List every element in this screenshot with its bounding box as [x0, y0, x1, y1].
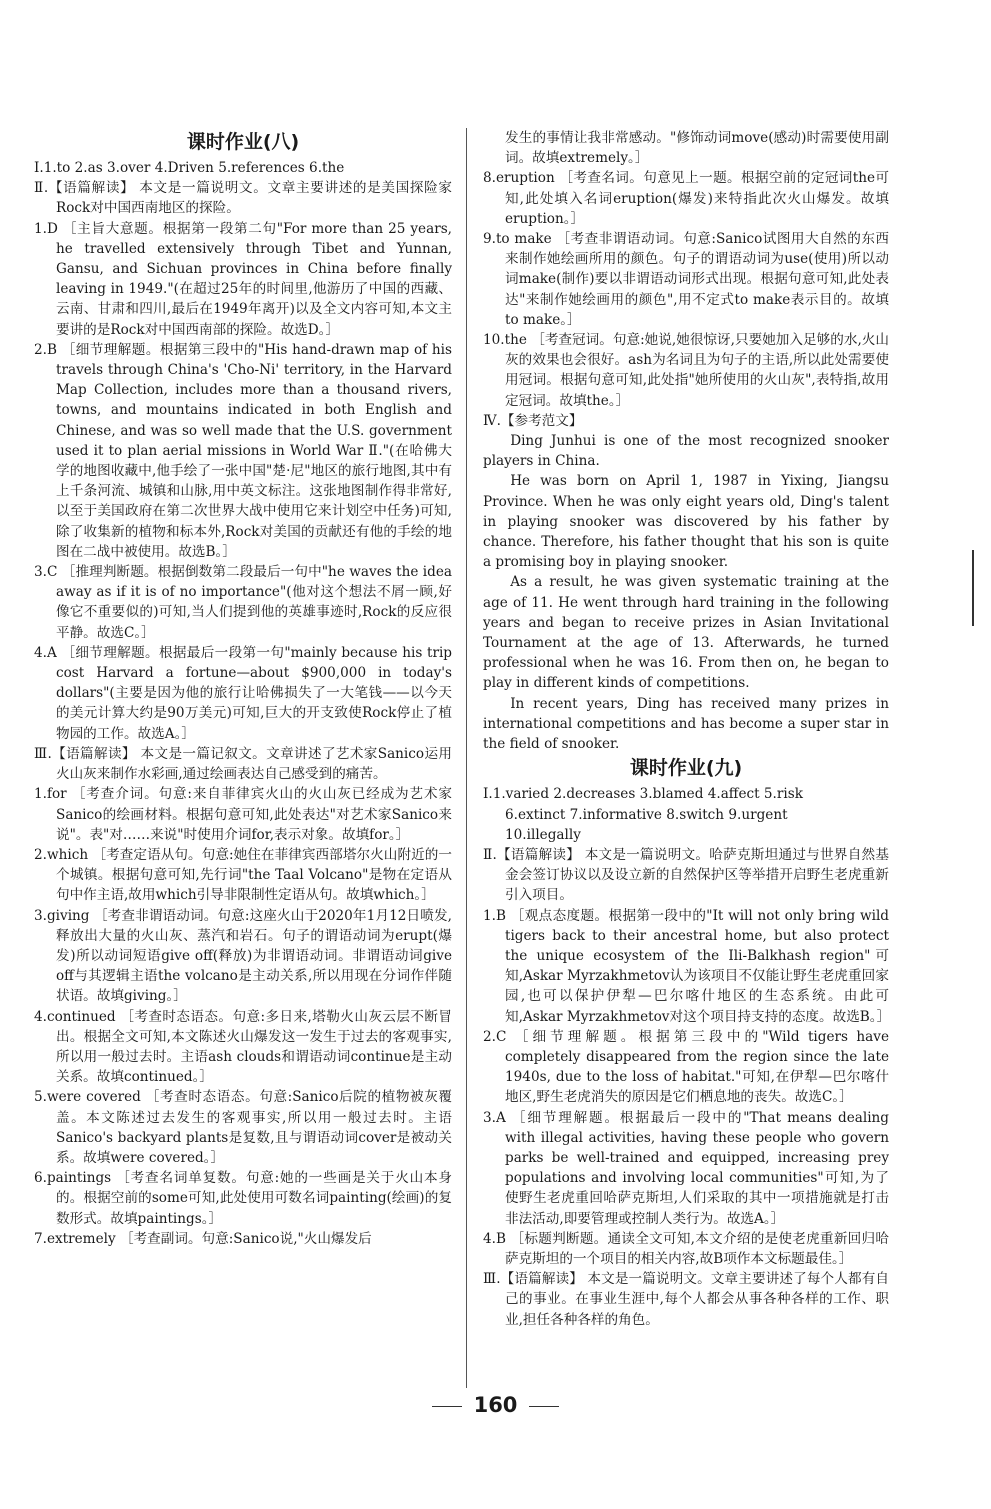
answer-item: 6.paintings ［考查名词单复数。句意:她的一些画是关于火山本身的。根据空前的some可知,此处使用可数名词painting(绘画)的复数形式。故填paintings。］	[34, 1170, 452, 1227]
answer-line: Ⅰ.1.varied 2.decreases 3.blamed 4.affect 5.risk	[483, 786, 803, 803]
right-column	[483, 128, 889, 1330]
answer-item: 9.to make ［考查非谓语动词。句意:Sanico试图用大自然的东西来制作她绘画所用的颜色。句子的谓语动词为use(使用)所以动词make(制作)要以非谓语动词形式出现。根据句意可知,此处表达"来制作她绘画用的颜色",用不定式to make表示目的。故填to make。］	[483, 231, 889, 328]
essay-paragraph: As a result, he was given systematic training at the age of 11. He went through hard training in the following years and began to receive prizes in Asian Invitational Tournament at the age of 13. Afterwards, he turned professional when he was 16. From then on, he began to play in different kinds of competitions.	[483, 574, 889, 692]
left-column	[34, 128, 452, 1249]
essay-paragraph: Ding Junhui is one of the most recognized snooker players in China.	[483, 433, 889, 470]
answer-line: 10.illegally	[505, 826, 581, 843]
passage-analysis: Ⅱ.【语篇解读】 本文是一篇说明文。文章主要讲述的是美国探险家Rock对中国西南地区的探险。	[34, 180, 452, 217]
answer-item: 3.C ［推理判断题。根据倒数第二段最后一句中"he waves the idea away as if it is of no importance"(他对这个想法不屑一顾,好像它不重要似的)可知,当人们提到他的英雄事迹时,Rock的反应很平静。故选C。］	[34, 564, 452, 641]
answer-line: Ⅰ.1.to 2.as 3.over 4.Driven 5.references 6.the	[34, 160, 345, 176]
section-title-9: 课时作业(九)	[629, 757, 743, 780]
passage-analysis: Ⅱ.【语篇解读】 本文是一篇说明文。哈萨克斯坦通过与世界自然基金会签订协议以及设立新的自然保护区等举措开启野生老虎重新引入项目。	[483, 846, 889, 904]
essay-paragraph: He was born on April 1, 1987 in Yixing, Jiangsu Province. When he was only eight years old, Ding's talent in playing snooker was discovered by his father by chance. Therefore, his father thought that his son is quite a promising boy in playing snooker.	[483, 473, 889, 571]
answer-item: 7.extremely ［考查副词。句意:Sanico说,"火山爆发后	[34, 1230, 372, 1247]
answer-line: 6.extinct 7.informative 8.switch 9.urgent	[505, 806, 788, 823]
page-number-dash	[432, 1406, 462, 1407]
answer-item: 1.B ［观点态度题。根据第一段中的"It will not only bring wild tigers back to their ancestral home, but also protect the unique ecosystem of the Ili-Balkhash region"可知,Askar Myrzakhmetov认为该项目不仅能让野生老虎重回家园,也可以保护伊犁—巴尔喀什地区的生态系统。由此可知,Askar Myrzakhmetov对这个项目持支持的态度。故选B。］	[483, 907, 891, 1025]
answer-item: 1.D ［主旨大意题。根据第一段第二句"For more than 25 years, he travelled extensively through Tibet and Yunnan, Gansu, and Sichuan provinces in China before finally leaving in 1949."(在超过25年的时间里,他游历了中国的西藏、云南、甘肃和四川,最后在1949年离开)以及全文内容可知,本文主要讲的是Rock对中国西南部的探险。故选D。］	[34, 220, 452, 338]
reference-essay-heading: Ⅳ.【参考范文】	[483, 412, 583, 429]
answer-item: 4.continued ［考查时态语态。句意:多日来,塔勒火山灰云层不断冒出。根据全文可知,本文陈述火山爆发这一发生于过去的客观事实,所以用一般过去时。主语ash clouds和谓语动词continue是主动关系。故填continued。］	[34, 1008, 452, 1086]
answer-item: 2.B ［细节理解题。根据第三段中的"His hand-drawn map of his travels through China's 'Cho-Ni' territory, in the Harvard Map Collection, includes more than a thousand rivers, towns, and mountains indicated in both English and Chinese, and was so well made that the U.S. government used it to plan aerial missions in World War Ⅱ."(在哈佛大学的地图收藏中,他手绘了一张中国"楚·尼"地区的旅行地图,其中有上千条河流、城镇和山脉,用中英文标注。这张地图制作得非常好,以至于美国政府在第二次世界大战中使用它来计划空中任务)可知,除了收集新的植物和标本外,Rock对美国的贡献还有他的手绘的地图在二战中被使用。故选B。］	[34, 341, 452, 560]
answer-item: 2.which ［考查定语从句。句意:她住在菲律宾西部塔尔火山附近的一个城镇。根据句意可知,先行词"the Taal Volcano"是物在定语从句中作主语,故用which引导非限制性定语从句。故填which。］	[34, 846, 452, 904]
page-number-dash	[529, 1406, 559, 1407]
answer-item: 10.the ［考查冠词。句意:她说,她很惊讶,只要她加入足够的水,火山灰的效果也会很好。ash为名词且为句子的主语,所以此处需要使用冠词。根据句意可知,此处指"她所使用的火山灰",表特指,故用定冠词。故填the。］	[483, 332, 889, 409]
passage-analysis: Ⅲ.【语篇解读】 本文是一篇说明文。文章主要讲述了每个人都有自己的事业。在事业生涯中,每个人都会从事各种各样的工作、职业,担任各种各样的角色。	[483, 1271, 889, 1328]
answer-item: 8.eruption ［考查名词。句意见上一题。根据空前的定冠词the可知,此处填入名词eruption(爆发)来特指此次火山爆发。故填eruption。］	[483, 170, 889, 227]
answer-item: 4.B ［标题判断题。通读全文可知,本文介绍的是使老虎重新回归哈萨克斯坦的一个项目的相关内容,故B项作本文标题最佳。］	[483, 1230, 889, 1267]
margin-mark	[972, 550, 974, 626]
answer-item: 5.were covered ［考查时态语态。句意:Sanico后院的植物被灰覆盖。本文陈述过去发生的客观事实,所以用一般过去时。主语Sanico's backyard plants是复数,且与谓语动词cover是被动关系。故填were covered。］	[34, 1089, 452, 1166]
answer-item-continued: 发生的事情让我非常感动。"修饰动词move(感动)时需要使用副词。故填extremely。］	[505, 130, 889, 167]
answer-item: 2.C ［细节理解题。根据第三段中的"Wild tigers have completely disappeared from the region since the late 1940s, due to the loss of habitat."可知,在伊犁—巴尔喀什地区,野生老虎消失的原因是它们栖息地的丧失。故选C。］	[483, 1028, 889, 1106]
answer-item: 3.giving ［考查非谓语动词。句意:这座火山于2020年1月12日喷发,释放出大量的火山灰、蒸汽和岩石。句子的谓语动词为erupt(爆发)所以动词短语give off(释放)为非谓语动词。非谓语动词give off与其逻辑主语the volcano是主动关系,所以用现在分词作伴随状语。故填giving。］	[34, 907, 452, 1005]
page-number-text: 160	[473, 1393, 518, 1417]
passage-analysis: Ⅲ.【语篇解读】 本文是一篇记叙文。文章讲述了艺术家Sanico运用火山灰来制作水彩画,通过绘画表达自己感受到的痛苦。	[34, 745, 452, 783]
column-divider	[466, 128, 467, 1388]
answer-item: 4.A ［细节理解题。根据最后一段第一句"mainly because his trip cost Harvard a fortune—about $900,000 in today's dollars"(主要是因为他的旅行让哈佛损失了一大笔钱——以今天的美元计算大约是90万美元)可知,巨大的开支致使Rock停止了植物园的工作。故选A。］	[34, 644, 452, 742]
section-title-8: 课时作业(八)	[186, 131, 300, 153]
answer-item: 3.A ［细节理解题。根据最后一段中的"That means dealing with illegal activities, having these people who govern parks be well-trained and equipped, increasing prey populations and involving local communities"可知,为了使野生老虎重回哈萨克斯坦,人们采取的其中一项措施就是打击非法活动,即要管理或控制人类行为。故选A。］	[483, 1109, 889, 1227]
page-number	[0, 1393, 991, 1417]
essay-paragraph: In recent years, Ding has received many prizes in international competitions and has become a super star in the field of snooker.	[483, 695, 889, 753]
answer-item: 1.for ［考查介词。句意:来自菲律宾火山的火山灰已经成为艺术家Sanico的绘画材料。根据句意可知,此处表达"对艺术家Sanico来说"。表"对……来说"时使用介词for,表示对象。故填for。］	[34, 786, 452, 843]
